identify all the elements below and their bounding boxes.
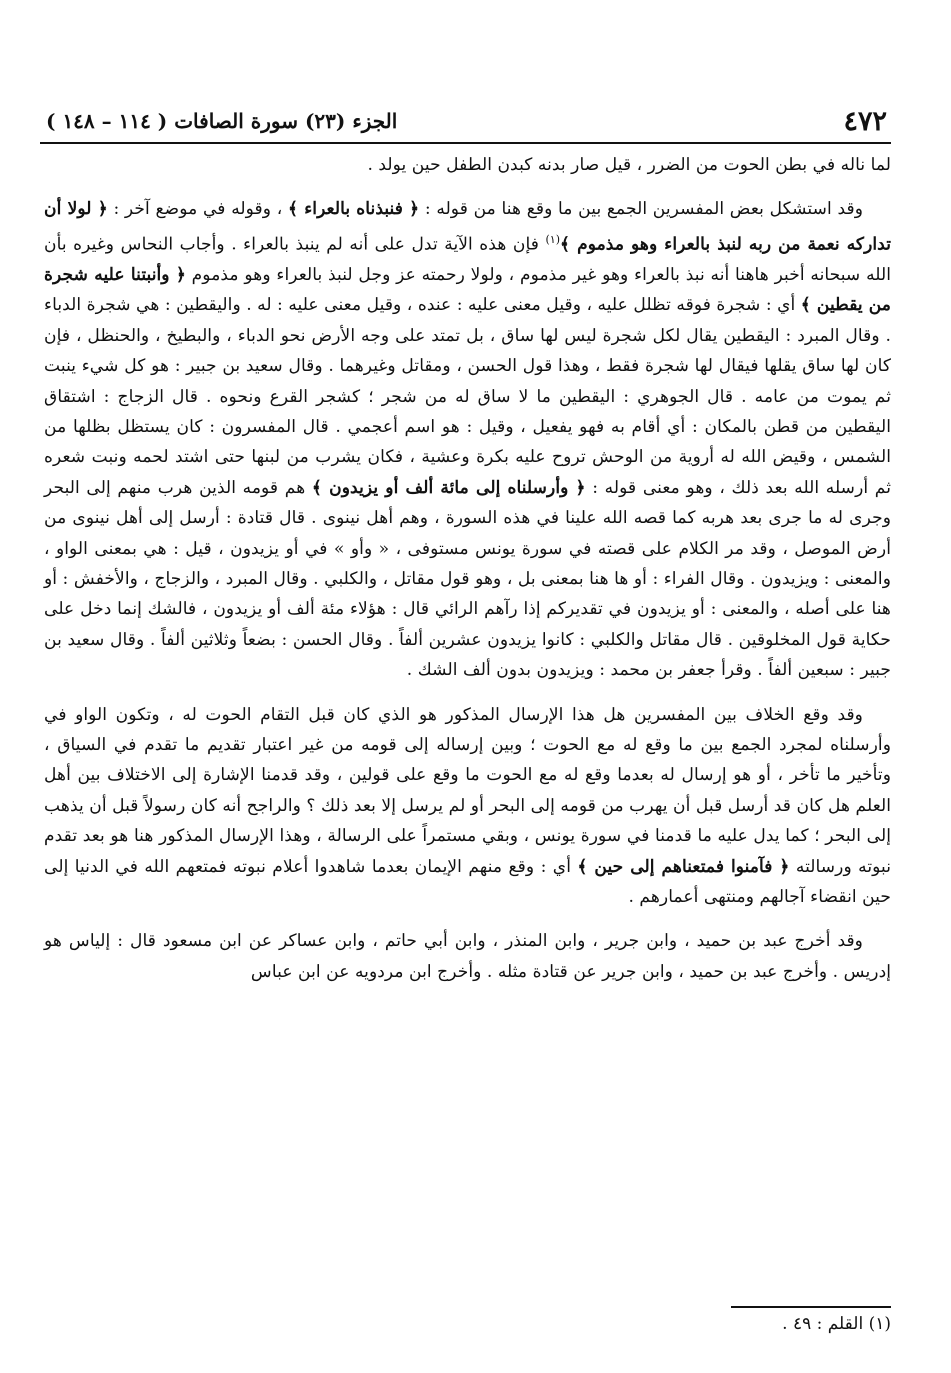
- paragraph: [44, 926, 891, 987]
- paragraph: [44, 700, 891, 913]
- text-run: أي : وقع منهم الإيمان بعدما شاهدوا أعلام نبوته فمتعهم الله في الدنيا إلى حين انقضاء آجالهم ومنتهى أعمارهم .: [44, 856, 891, 908]
- text-run: هم قومه الذين هرب منهم إلى البحر وجرى له ما جرى بعد هربه كما قصه الله علينا في هذه السورة ، وهم أهل نينوى . قال قتادة : أرسل إلى أهل نينوى من أرض الموصل ، وقد مر الكلام على قصته في سورة يونس مستوفى ، « وأو » في أو يزيدون ، قيل : هي بمعنى الواو ، والمعنى : ويزيدون . وقال الفراء : أو ها هنا بمعنى بل ، وهو قول مقاتل ، والكلبي . وقال المبرد ، والزجاج ، والأخفش : أو هنا على أصله ، والمعنى : أو يزيدون في تقديركم إذا رآهم الرائي قال : هؤلاء مئة ألف أو يزيدون ، فالشك إنما دخل على حكاية قول المخلوقين . قال مقاتل والكلبي : كانوا يزيدون عشرين ألفاً . وقال الحسن : بضعاً وثلاثين ألفاً . وقال سعيد بن جبير : سبعين ألفاً . وقرأ جعفر بن محمد : ويزيدون بدون ألف الشك .: [44, 477, 891, 681]
- body-text: [44, 150, 891, 987]
- page-header: [46, 104, 887, 138]
- text-run: لما ناله في بطن الحوت من الضرر ، قيل صار بدنه كبدن الطفل حين يولد .: [367, 155, 891, 175]
- quran-quote: ﴿ لولا أن تداركه نعمة من ربه لنبذ بالعراء وهو مذموم ﴾: [44, 199, 891, 255]
- footnote-marker: (١): [545, 232, 560, 246]
- footnote: (١) القلم : ٤٩ .: [782, 1314, 891, 1334]
- quran-quote: ﴿ فنبذناه بالعراء ﴾: [287, 199, 420, 220]
- quran-quote: ﴿ فآمنوا فمتعناهم إلى حين ﴾: [577, 856, 790, 877]
- text-run: ، وقوله في موضع آخر :: [107, 199, 288, 220]
- running-head: الجزء (٢٣) سورة الصافات ( ١١٤ – ١٤٨ ): [46, 109, 398, 133]
- footnote-rule: [731, 1306, 891, 1308]
- header-rule: [40, 142, 891, 144]
- page-number: ٤٧٢: [843, 105, 887, 137]
- quran-quote: ﴿ وأرسلناه إلى مائة ألف أو يزيدون ﴾: [311, 477, 586, 498]
- quran-quote: ﴿ وأنبتنا عليه شجرة من يقطين ﴾: [44, 264, 891, 316]
- paragraph: [44, 194, 891, 685]
- text-run: أي : شجرة فوقه تظلل عليه ، وقيل معنى عليه : عنده ، وقيل معنى عليه : له . واليقطين : هي شجرة الدباء . وقال المبرد : اليقطين يقال لكل شجرة ليس لها ساق ، بل تمتد على وجه الأرض نحو الدباء ، والبطيخ ، والحنظل ، فإن كان لها ساق يقلها فيقال لها شجرة فقط ، وهذا قول الحسن ، ومقاتل وغيرهما . وقال سعيد بن جبير : هو كل شيء ينبت ثم يموت من عامه . قال الجوهري : اليقطين ما لا ساق له من شجر ؛ كشجر القرع ونحوه . قال الزجاج : اشتقاق اليقطين من قطن بالمكان : أي أقام به فهو يفعيل ، وقيل : هو اسم أعجمي . قال المفسرون : كان يستظل بظلها من الشمس ، وقيض الله له أروية من الوحش تروح عليه بكرة وعشية ، فكان يشرب من لبنها حتى اشتد لحمه ونبت شعره ثم أرسله الله بعد ذلك ، وهو معنى قوله :: [44, 295, 892, 498]
- text-run: وقد وقع الخلاف بين المفسرين هل هذا الإرسال المذكور هو الذي كان قبل التقام الحوت له ، وتكون الواو في وأرسلناه لمجرد الجمع بين ما وقع له مع الحوت ؛ وبين إرساله إلى قومه من غير اعتبار تقديم ما تقدم في السياق ، وتأخير ما تأخر ، أو هو إرسال له بعدما وقع له مع الحوت ما وقع على قولين ، وقد قدمنا الإشارة إلى الاختلاف بين أهل العلم هل كان قد أرسل قبل أن يهرب من قومه إلى البحر أو لم يرسل إلا بعد ذلك ؟ والراجح أنه كان رسولاً قبل أن يذهب إلى البحر ؛ كما يدل عليه ما قدمنا في سورة يونس ، وبقي مستمراً على الرسالة ، وهذا الإرسال المذكور هنا هو بعد تقدم نبوته ورسالته: [44, 704, 892, 877]
- text-run: وقد استشكل بعض المفسرين الجمع بين ما وقع هنا من قوله :: [419, 199, 863, 220]
- text-run: وقد أخرج عبد بن حميد ، وابن جرير ، وابن المنذر ، وابن أبي حاتم ، وابن عساكر عن ابن مسعود قال : إلياس هو إدريس . وأخرج عبد بن حميد ، وابن جرير عن قتادة مثله . وأخرج ابن مردويه عن ابن عباس: [44, 931, 891, 982]
- paragraph: [44, 150, 891, 180]
- text-run: فإن هذه الآية تدل على أنه لم ينبذ بالعراء . وأجاب النحاس وغيره بأن الله سبحانه أخبر هاهنا أنه نبذ بالعراء وهو غير مذموم ، ولولا رحمته عز وجل لنبذ بالعراء وهو مذموم: [44, 234, 891, 285]
